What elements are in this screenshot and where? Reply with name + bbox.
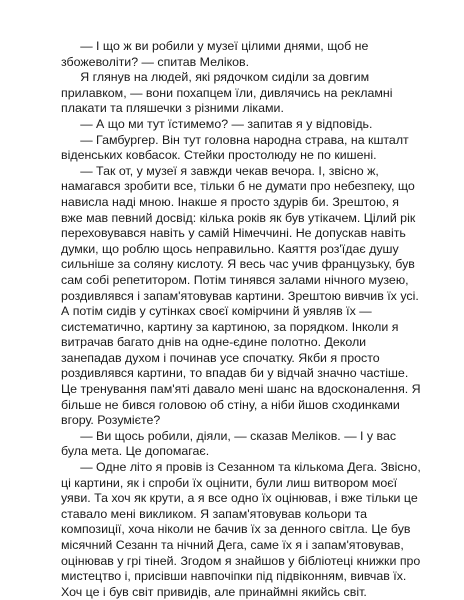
paragraph: — Одне літо я провів із Сезанном та кількома Дега. Звісно, ці картини, як і спроби їх оцінити, були лиш витвором моєї уяви. Та хоч як крути, а я все одно їх оцінював, і вже тільки це ставало мені викликом. Я запам'ятовував кольори та композиції, хоча ніколи не бачив їх за денного світла. Це був місячний Сезанн та нічний Дега, саме їх я і запам'ятовував, оцінював у грі тіней. Згодом я знайшов у бібліотеці книжки про мистецтво і, присівши навпочіпки під підвіконням, вивчав їх. Хоч це і був світ привидів, але принаймні якийсь світ. [61, 460, 421, 599]
paragraph: — Так от, у музеї я завжди чекав вечора. І, звісно ж, намагався зробити все, тільки б не думати про небезпеку, що нависла наді мною. Інакше я просто здурів би. Зрештою, я вже мав певний досвід: кілька років як був утікачем. Цілий рік переховувався навіть у самій Німеччині. Не допускав навіть думки, що роблю щось неправильно. Каяття роз'їдає душу сильніше за соляну кислоту. Я весь час учив французьку, був сам собі репетитором. Потім тинявся залами нічного музею, роздивлявся і запам'ятовував картини. Зрештою вивчив їх усі. А потім сидів у сутінках своєї комірчини й уявляв їх — систематично, картину за картиною, за порядком. Інколи я витрачав багато днів на одне-єдине полотно. Деколи занепадав духом і починав усе спочатку. Якби я просто роздивлявся картини, то впадав би у відчай значно частіше. Це тренування пам'яті давало мені шанс на вдосконалення. Я більше не бився головою об стіну, а ніби йшов сходинками вгору. Розумієте? [61, 163, 421, 428]
paragraph: — А що ми тут їстимемо? — запитав я у відповідь. [80, 116, 373, 131]
paragraph: — Гамбургер. Він тут головна народна страва, на кшталт віденських ковбасок. Стейки простолюду не по кишені. [61, 132, 409, 163]
body-text [61, 39, 421, 600]
paragraph: — Ви щось робили, діяли, — сказав Меліков. — І у вас була мета. Це допомагає. [61, 428, 397, 459]
paragraph: — І що ж ви робили у музеї цілими днями, щоб не збожеволіти? — спитав Меліков. [61, 39, 369, 69]
paragraph: Я глянув на людей, які рядочком сиділи за довгим прилавком, — вони похапцем їли, дивлячись на рекламні плакати та пляшечки з різними ліками. [61, 70, 393, 116]
